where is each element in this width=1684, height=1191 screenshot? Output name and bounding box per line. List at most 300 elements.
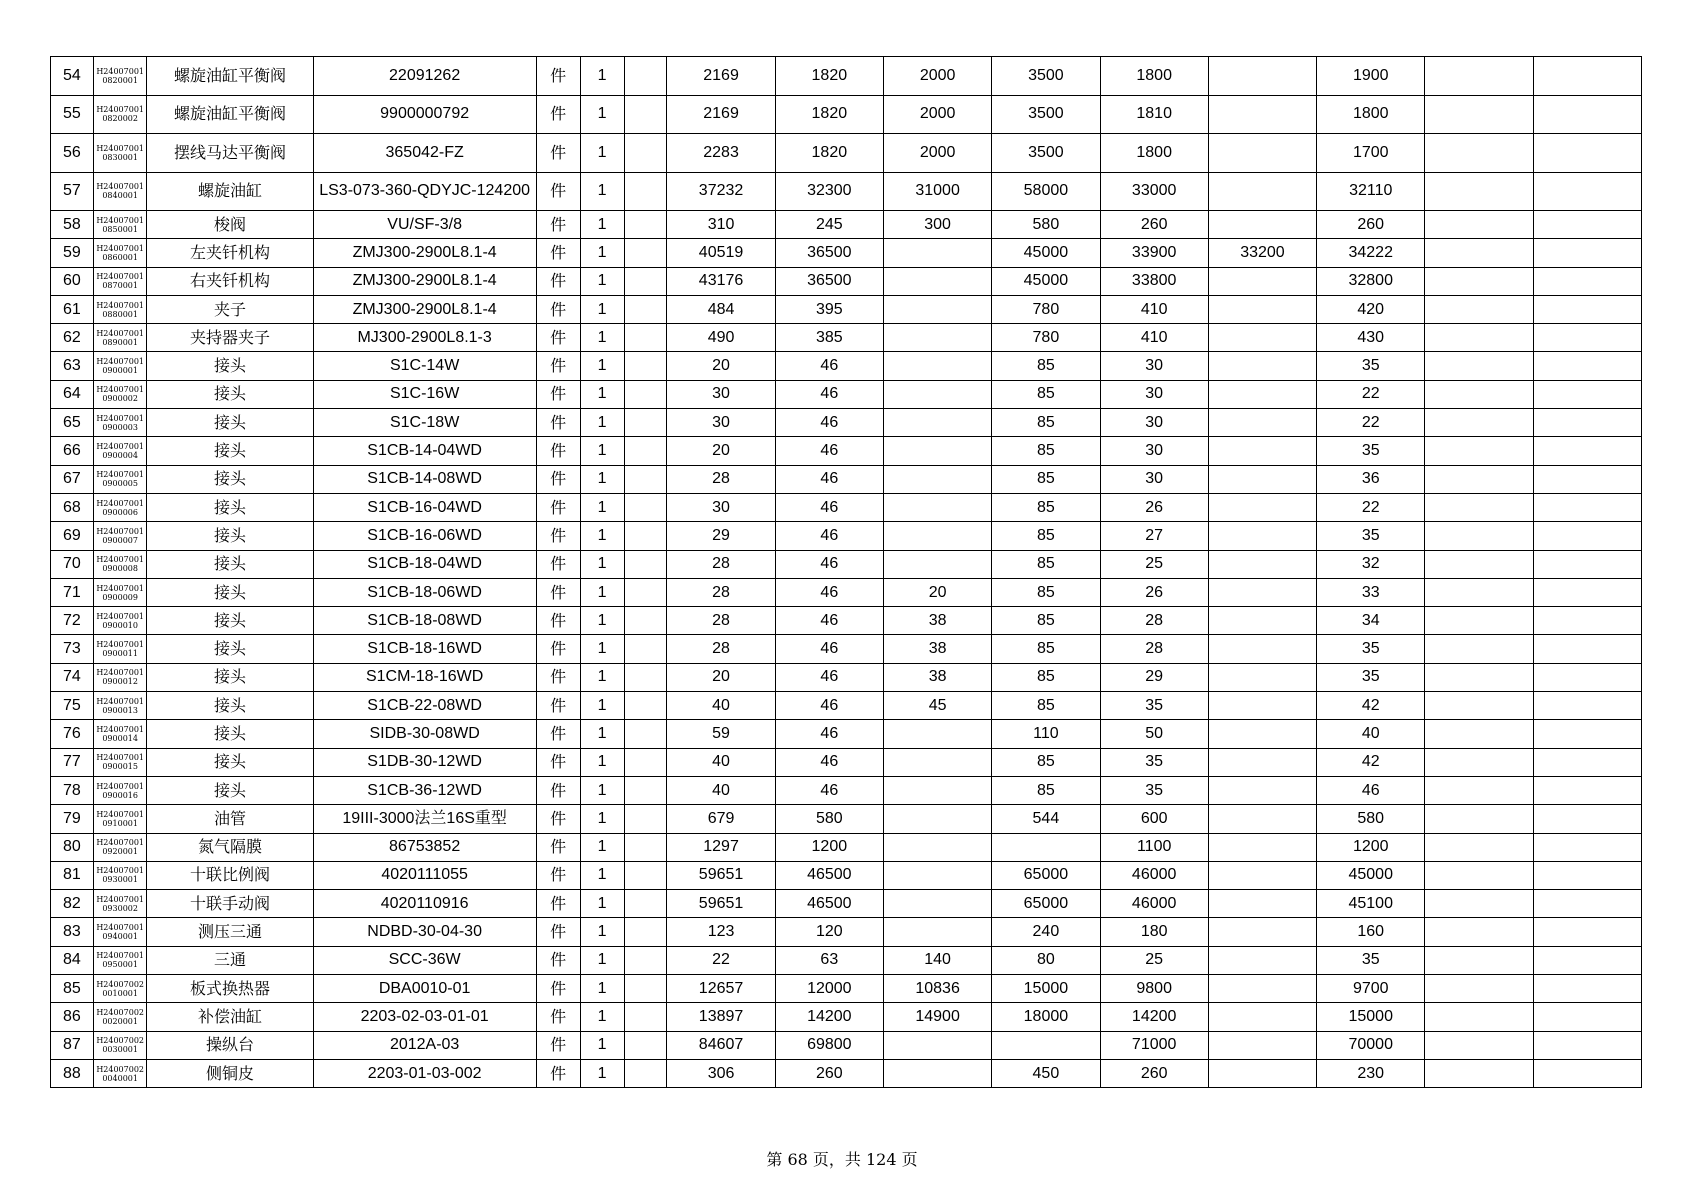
price-col-7: 45100 — [1317, 890, 1425, 918]
item-name: 接头 — [147, 635, 313, 663]
item-code: H24007001 0900013 — [93, 692, 147, 720]
item-model: NDBD-30-04-30 — [313, 918, 536, 946]
price-col-6 — [1208, 1059, 1316, 1087]
table-row — [51, 57, 1642, 96]
price-col-7: 36 — [1317, 465, 1425, 493]
item-name: 接头 — [147, 380, 313, 408]
price-col-1: 40 — [667, 748, 775, 776]
price-col-1: 40519 — [667, 239, 775, 267]
blank-cell — [1533, 493, 1641, 521]
item-quantity: 1 — [580, 748, 624, 776]
price-col-2: 1820 — [775, 57, 883, 96]
item-code: H24007001 0900011 — [93, 635, 147, 663]
blank-cell — [624, 493, 667, 521]
blank-cell — [1425, 465, 1533, 493]
price-col-2: 46 — [775, 465, 883, 493]
blank-cell — [624, 380, 667, 408]
table-row — [51, 1059, 1642, 1087]
blank-cell — [1533, 352, 1641, 380]
price-col-3 — [883, 437, 991, 465]
price-col-2: 46 — [775, 550, 883, 578]
item-code: H24007001 0930002 — [93, 890, 147, 918]
price-col-5: 30 — [1100, 409, 1208, 437]
price-col-5: 30 — [1100, 465, 1208, 493]
price-col-4: 45000 — [992, 239, 1100, 267]
price-col-6 — [1208, 663, 1316, 691]
price-col-5: 1800 — [1100, 134, 1208, 173]
price-col-5: 25 — [1100, 550, 1208, 578]
price-col-3: 38 — [883, 663, 991, 691]
price-col-4: 780 — [992, 295, 1100, 323]
item-quantity: 1 — [580, 578, 624, 606]
item-unit: 件 — [536, 550, 580, 578]
price-col-5: 50 — [1100, 720, 1208, 748]
price-col-7: 1800 — [1317, 95, 1425, 134]
price-col-5: 1800 — [1100, 57, 1208, 96]
blank-cell — [1533, 267, 1641, 295]
row-number: 63 — [51, 352, 94, 380]
blank-cell — [624, 946, 667, 974]
item-name: 接头 — [147, 578, 313, 606]
item-unit: 件 — [536, 578, 580, 606]
price-col-3 — [883, 493, 991, 521]
item-code: H24007001 0900010 — [93, 607, 147, 635]
item-name: 摆线马达平衡阀 — [147, 134, 313, 173]
item-model: SIDB-30-08WD — [313, 720, 536, 748]
price-col-1: 28 — [667, 465, 775, 493]
item-code: H24007001 0900007 — [93, 522, 147, 550]
price-col-2: 46 — [775, 409, 883, 437]
price-col-7: 35 — [1317, 663, 1425, 691]
blank-cell — [1425, 95, 1533, 134]
price-col-4: 15000 — [992, 975, 1100, 1003]
price-col-2: 12000 — [775, 975, 883, 1003]
price-col-7: 35 — [1317, 946, 1425, 974]
price-col-3 — [883, 918, 991, 946]
item-code: H24007001 0850001 — [93, 211, 147, 239]
price-col-1: 306 — [667, 1059, 775, 1087]
item-unit: 件 — [536, 607, 580, 635]
price-col-6 — [1208, 692, 1316, 720]
price-col-4: 110 — [992, 720, 1100, 748]
blank-cell — [624, 776, 667, 804]
item-unit: 件 — [536, 409, 580, 437]
item-quantity: 1 — [580, 522, 624, 550]
price-col-2: 385 — [775, 324, 883, 352]
item-quantity: 1 — [580, 1003, 624, 1031]
blank-cell — [1425, 1059, 1533, 1087]
price-col-7: 1700 — [1317, 134, 1425, 173]
price-col-5: 28 — [1100, 607, 1208, 635]
price-col-4: 85 — [992, 493, 1100, 521]
item-unit: 件 — [536, 211, 580, 239]
price-col-7: 40 — [1317, 720, 1425, 748]
price-col-5: 30 — [1100, 437, 1208, 465]
price-col-4: 85 — [992, 692, 1100, 720]
price-col-6 — [1208, 522, 1316, 550]
price-col-5: 410 — [1100, 295, 1208, 323]
item-quantity: 1 — [580, 833, 624, 861]
item-unit: 件 — [536, 239, 580, 267]
price-col-7: 46 — [1317, 776, 1425, 804]
item-model: VU/SF-3/8 — [313, 211, 536, 239]
price-col-1: 37232 — [667, 172, 775, 211]
price-col-1: 1297 — [667, 833, 775, 861]
row-number: 57 — [51, 172, 94, 211]
row-number: 87 — [51, 1031, 94, 1059]
price-col-4: 85 — [992, 522, 1100, 550]
item-unit: 件 — [536, 324, 580, 352]
item-code: H24007001 0930001 — [93, 861, 147, 889]
item-model: 365042-FZ — [313, 134, 536, 173]
item-name: 接头 — [147, 692, 313, 720]
blank-cell — [624, 95, 667, 134]
row-number: 88 — [51, 1059, 94, 1087]
price-col-2: 46 — [775, 437, 883, 465]
item-quantity: 1 — [580, 437, 624, 465]
blank-cell — [1533, 1003, 1641, 1031]
item-name: 梭阀 — [147, 211, 313, 239]
price-col-1: 20 — [667, 352, 775, 380]
price-col-1: 12657 — [667, 975, 775, 1003]
price-col-4: 780 — [992, 324, 1100, 352]
price-col-3: 38 — [883, 607, 991, 635]
item-name: 补偿油缸 — [147, 1003, 313, 1031]
item-unit: 件 — [536, 57, 580, 96]
item-code: H24007001 0820002 — [93, 95, 147, 134]
price-col-2: 46 — [775, 578, 883, 606]
price-col-5: 410 — [1100, 324, 1208, 352]
item-model: S1C-16W — [313, 380, 536, 408]
item-name: 接头 — [147, 663, 313, 691]
item-code: H24007001 0900004 — [93, 437, 147, 465]
item-name: 右夹钎机构 — [147, 267, 313, 295]
item-quantity: 1 — [580, 663, 624, 691]
table-row — [51, 267, 1642, 295]
blank-cell — [1425, 692, 1533, 720]
row-number: 56 — [51, 134, 94, 173]
item-unit: 件 — [536, 946, 580, 974]
price-col-7: 42 — [1317, 692, 1425, 720]
price-col-3 — [883, 522, 991, 550]
item-code: H24007001 0900001 — [93, 352, 147, 380]
price-col-2: 395 — [775, 295, 883, 323]
item-code: H24007001 0900002 — [93, 380, 147, 408]
blank-cell — [1533, 975, 1641, 1003]
blank-cell — [1425, 635, 1533, 663]
item-code: H24007001 0900014 — [93, 720, 147, 748]
item-name: 接头 — [147, 776, 313, 804]
price-col-5: 33900 — [1100, 239, 1208, 267]
table-row — [51, 663, 1642, 691]
item-code: H24007001 0830001 — [93, 134, 147, 173]
price-col-2: 46 — [775, 352, 883, 380]
blank-cell — [1533, 409, 1641, 437]
price-col-4: 45000 — [992, 267, 1100, 295]
price-col-5: 35 — [1100, 692, 1208, 720]
price-col-7: 35 — [1317, 352, 1425, 380]
table-row — [51, 95, 1642, 134]
price-col-7: 580 — [1317, 805, 1425, 833]
price-col-1: 30 — [667, 493, 775, 521]
blank-cell — [624, 295, 667, 323]
row-number: 61 — [51, 295, 94, 323]
item-model: S1CM-18-16WD — [313, 663, 536, 691]
price-col-5: 26 — [1100, 578, 1208, 606]
blank-cell — [1533, 663, 1641, 691]
price-col-4 — [992, 1031, 1100, 1059]
price-col-4: 3500 — [992, 134, 1100, 173]
price-col-7: 420 — [1317, 295, 1425, 323]
price-col-7: 430 — [1317, 324, 1425, 352]
price-table — [50, 56, 1642, 1088]
price-col-3 — [883, 1031, 991, 1059]
price-col-6 — [1208, 833, 1316, 861]
row-number: 72 — [51, 607, 94, 635]
price-col-5: 25 — [1100, 946, 1208, 974]
price-col-5: 260 — [1100, 1059, 1208, 1087]
item-unit: 件 — [536, 437, 580, 465]
price-col-5: 14200 — [1100, 1003, 1208, 1031]
row-number: 64 — [51, 380, 94, 408]
blank-cell — [1533, 239, 1641, 267]
price-col-7: 22 — [1317, 380, 1425, 408]
price-col-5: 260 — [1100, 211, 1208, 239]
item-unit: 件 — [536, 890, 580, 918]
row-number: 68 — [51, 493, 94, 521]
price-col-6 — [1208, 635, 1316, 663]
item-quantity: 1 — [580, 805, 624, 833]
price-col-3 — [883, 861, 991, 889]
price-col-5: 180 — [1100, 918, 1208, 946]
price-col-3 — [883, 239, 991, 267]
price-col-3 — [883, 267, 991, 295]
price-col-6 — [1208, 805, 1316, 833]
blank-cell — [624, 890, 667, 918]
item-name: 十联手动阀 — [147, 890, 313, 918]
blank-cell — [624, 239, 667, 267]
price-col-2: 46 — [775, 380, 883, 408]
price-col-6 — [1208, 172, 1316, 211]
item-quantity: 1 — [580, 172, 624, 211]
item-unit: 件 — [536, 1031, 580, 1059]
price-col-3: 2000 — [883, 57, 991, 96]
price-col-4: 85 — [992, 663, 1100, 691]
item-name: 接头 — [147, 437, 313, 465]
table-row — [51, 776, 1642, 804]
item-name: 油管 — [147, 805, 313, 833]
blank-cell — [1425, 493, 1533, 521]
price-col-6 — [1208, 134, 1316, 173]
item-model: S1DB-30-12WD — [313, 748, 536, 776]
item-name: 夹子 — [147, 295, 313, 323]
table-row — [51, 748, 1642, 776]
price-col-2: 14200 — [775, 1003, 883, 1031]
price-col-7: 34 — [1317, 607, 1425, 635]
price-col-2: 46500 — [775, 861, 883, 889]
item-name: 螺旋油缸平衡阀 — [147, 95, 313, 134]
blank-cell — [1533, 635, 1641, 663]
price-col-3 — [883, 833, 991, 861]
table-row — [51, 975, 1642, 1003]
price-col-4: 80 — [992, 946, 1100, 974]
price-col-2: 1200 — [775, 833, 883, 861]
blank-cell — [1533, 172, 1641, 211]
price-col-7: 33 — [1317, 578, 1425, 606]
blank-cell — [1533, 295, 1641, 323]
blank-cell — [624, 465, 667, 493]
price-col-3 — [883, 890, 991, 918]
price-col-6 — [1208, 437, 1316, 465]
price-col-7: 260 — [1317, 211, 1425, 239]
item-name: 接头 — [147, 550, 313, 578]
row-number: 65 — [51, 409, 94, 437]
blank-cell — [624, 720, 667, 748]
blank-cell — [1425, 437, 1533, 465]
table-row — [51, 692, 1642, 720]
price-col-2: 32300 — [775, 172, 883, 211]
table-row — [51, 493, 1642, 521]
price-col-3 — [883, 720, 991, 748]
price-col-2: 46 — [775, 493, 883, 521]
price-col-5: 33000 — [1100, 172, 1208, 211]
blank-cell — [1425, 134, 1533, 173]
blank-cell — [1425, 1031, 1533, 1059]
item-name: 左夹钎机构 — [147, 239, 313, 267]
item-code: H24007001 0870001 — [93, 267, 147, 295]
table-row — [51, 833, 1642, 861]
item-model: 86753852 — [313, 833, 536, 861]
table-row — [51, 550, 1642, 578]
price-col-1: 2169 — [667, 95, 775, 134]
item-unit: 件 — [536, 720, 580, 748]
blank-cell — [1425, 239, 1533, 267]
row-number: 77 — [51, 748, 94, 776]
blank-cell — [1425, 57, 1533, 96]
item-unit: 件 — [536, 748, 580, 776]
price-col-4: 85 — [992, 607, 1100, 635]
blank-cell — [1533, 805, 1641, 833]
price-col-4: 85 — [992, 578, 1100, 606]
price-col-1: 30 — [667, 380, 775, 408]
price-col-7: 22 — [1317, 409, 1425, 437]
blank-cell — [1533, 946, 1641, 974]
price-col-2: 260 — [775, 1059, 883, 1087]
blank-cell — [624, 975, 667, 1003]
price-col-2: 580 — [775, 805, 883, 833]
blank-cell — [1533, 211, 1641, 239]
item-model: S1CB-36-12WD — [313, 776, 536, 804]
price-col-4: 18000 — [992, 1003, 1100, 1031]
blank-cell — [1425, 663, 1533, 691]
price-col-7: 34222 — [1317, 239, 1425, 267]
item-quantity: 1 — [580, 918, 624, 946]
price-col-3 — [883, 380, 991, 408]
item-model: 2203-02-03-01-01 — [313, 1003, 536, 1031]
price-col-3 — [883, 550, 991, 578]
blank-cell — [624, 267, 667, 295]
row-number: 76 — [51, 720, 94, 748]
item-name: 侧铜皮 — [147, 1059, 313, 1087]
row-number: 69 — [51, 522, 94, 550]
price-col-5: 600 — [1100, 805, 1208, 833]
price-col-7: 32800 — [1317, 267, 1425, 295]
table-row — [51, 890, 1642, 918]
item-name: 十联比例阀 — [147, 861, 313, 889]
price-col-6 — [1208, 380, 1316, 408]
blank-cell — [1425, 776, 1533, 804]
price-col-2: 46 — [775, 522, 883, 550]
row-number: 84 — [51, 946, 94, 974]
item-name: 螺旋油缸平衡阀 — [147, 57, 313, 96]
table-row — [51, 918, 1642, 946]
blank-cell — [1533, 578, 1641, 606]
blank-cell — [624, 1059, 667, 1087]
blank-cell — [1533, 748, 1641, 776]
price-col-4: 85 — [992, 380, 1100, 408]
item-model: ZMJ300-2900L8.1-4 — [313, 239, 536, 267]
price-col-6 — [1208, 295, 1316, 323]
item-code: H24007001 0900008 — [93, 550, 147, 578]
price-col-6 — [1208, 324, 1316, 352]
price-col-4: 85 — [992, 635, 1100, 663]
item-model: MJ300-2900L8.1-3 — [313, 324, 536, 352]
item-quantity: 1 — [580, 324, 624, 352]
blank-cell — [1425, 833, 1533, 861]
price-col-5: 9800 — [1100, 975, 1208, 1003]
table-row — [51, 239, 1642, 267]
item-model: S1CB-14-04WD — [313, 437, 536, 465]
row-number: 75 — [51, 692, 94, 720]
price-col-6 — [1208, 409, 1316, 437]
price-col-4 — [992, 833, 1100, 861]
blank-cell — [624, 1031, 667, 1059]
item-code: H24007002 0040001 — [93, 1059, 147, 1087]
blank-cell — [1533, 692, 1641, 720]
item-code: H24007001 0900012 — [93, 663, 147, 691]
blank-cell — [1425, 380, 1533, 408]
price-col-5: 35 — [1100, 748, 1208, 776]
table-row — [51, 409, 1642, 437]
item-model: 9900000792 — [313, 95, 536, 134]
item-model: S1CB-16-06WD — [313, 522, 536, 550]
item-model: S1CB-18-16WD — [313, 635, 536, 663]
table-row — [51, 295, 1642, 323]
price-col-2: 46 — [775, 776, 883, 804]
price-col-7: 35 — [1317, 437, 1425, 465]
price-col-6 — [1208, 975, 1316, 1003]
blank-cell — [624, 635, 667, 663]
price-col-2: 46 — [775, 635, 883, 663]
price-col-2: 46 — [775, 720, 883, 748]
price-col-1: 490 — [667, 324, 775, 352]
price-col-2: 1820 — [775, 95, 883, 134]
table-row — [51, 805, 1642, 833]
price-col-7: 1200 — [1317, 833, 1425, 861]
table-row — [51, 324, 1642, 352]
item-name: 夹持器夹子 — [147, 324, 313, 352]
row-number: 54 — [51, 57, 94, 96]
item-unit: 件 — [536, 1059, 580, 1087]
item-model: 2012A-03 — [313, 1031, 536, 1059]
price-col-2: 63 — [775, 946, 883, 974]
item-name: 板式换热器 — [147, 975, 313, 1003]
item-quantity: 1 — [580, 550, 624, 578]
blank-cell — [1425, 578, 1533, 606]
item-model: DBA0010-01 — [313, 975, 536, 1003]
price-col-3: 31000 — [883, 172, 991, 211]
price-col-2: 46 — [775, 607, 883, 635]
